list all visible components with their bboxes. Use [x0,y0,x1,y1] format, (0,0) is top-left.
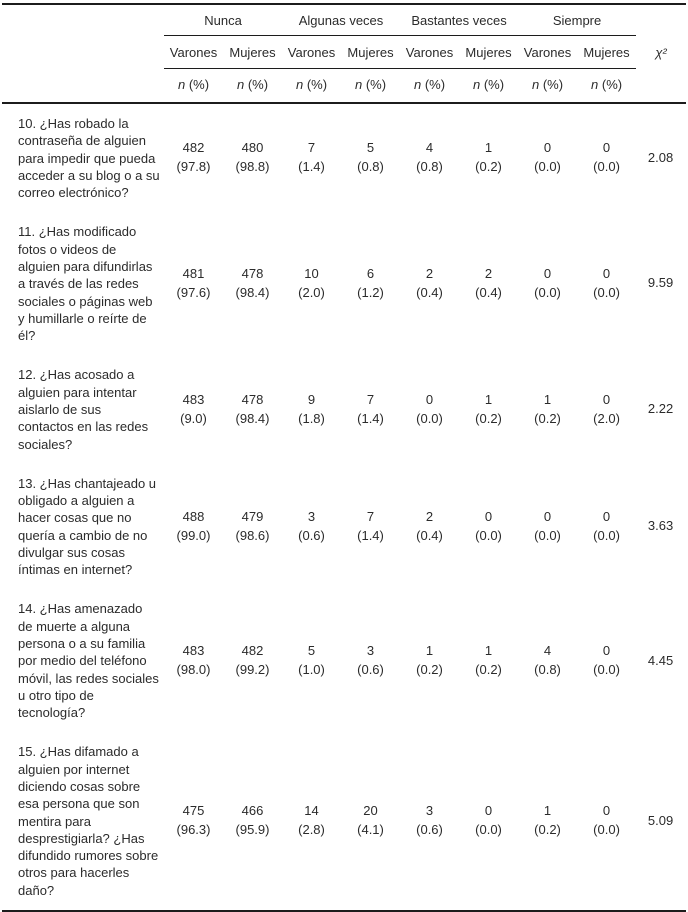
cell-count: 4 [543,643,552,659]
cell-count: 3 [366,643,375,659]
cell-percent: (1.4) [357,527,384,543]
cell-count: 7 [366,508,375,524]
data-cell [164,355,223,463]
data-cell [282,589,341,732]
cell-count: 1 [484,391,493,407]
percent-label: (%) [306,77,328,92]
cell-count: 0 [543,508,552,524]
cell-count: 482 [241,643,264,659]
cell-percent: (0.0) [593,284,620,300]
group-header-algunas-veces: Algunas veces [282,4,400,36]
cell-percent: (0.2) [534,410,561,426]
data-cell [400,355,459,463]
cell-percent: (2.0) [298,284,325,300]
cell-percent: (0.4) [416,527,443,543]
n-percent-header [577,69,636,104]
data-cell [577,103,636,212]
cell-count: 0 [484,508,493,524]
table-row-q15 [2,732,686,911]
cell-percent: (98.6) [235,527,270,543]
percent-label: (%) [247,77,269,92]
cell-count: 479 [241,508,264,524]
data-cell [223,732,282,911]
cell-count: 0 [602,803,611,819]
chi-value-cell: 5.09 [647,812,674,828]
n-label: n [472,77,481,92]
data-cell [164,103,223,212]
group-header-bastantes-veces: Bastantes veces [400,4,518,36]
data-cell [341,589,400,732]
cell-count: 9 [307,391,316,407]
data-cell [459,355,518,463]
data-cell [518,355,577,463]
data-cell [164,732,223,911]
data-cell [341,355,400,463]
cell-percent: (9.0) [180,410,207,426]
cell-count: 2 [425,266,434,282]
cell-count: 0 [543,266,552,282]
cell-count: 475 [182,803,205,819]
question-column-header [2,4,164,36]
cell-percent: (0.2) [475,410,502,426]
data-cell [400,212,459,355]
data-cell [577,589,636,732]
sub-header-varones: Varones [282,36,341,69]
cell-percent: (0.0) [593,527,620,543]
chi-value-cell: 9.59 [647,275,674,291]
cell-count: 466 [241,803,264,819]
sub-header-mujeres: Mujeres [341,36,400,69]
cell-count: 1 [484,140,493,156]
group-header-siempre: Siempre [518,4,636,36]
question-cell: 10. ¿Has robado la contraseña de alguien para impedir que pueda acceder a su blog o a su correo electrónico? [18,116,160,201]
cell-count: 5 [366,140,375,156]
data-cell [518,589,577,732]
data-cell [223,589,282,732]
cell-percent: (1.2) [357,284,384,300]
question-cell: 13. ¿Has chantajeado u obligado a alguien a hacer cosas que no quería a cambio de no divulgar sus cosas íntimas en internet? [18,475,157,578]
sub-header-mujeres: Mujeres [577,36,636,69]
cell-count: 0 [602,391,611,407]
data-cell [459,212,518,355]
data-cell [577,464,636,590]
frequency-table [2,3,686,912]
cell-percent: (99.2) [235,661,270,677]
percent-label: (%) [188,77,210,92]
cell-count: 7 [366,391,375,407]
n-label: n [354,77,363,92]
cell-count: 2 [484,266,493,282]
cell-count: 0 [602,266,611,282]
cell-count: 482 [182,140,205,156]
question-cell: 12. ¿Has acosado a alguien para intentar aislarlo de sus contactos en las redes sociales? [18,367,149,452]
n-percent-header [223,69,282,104]
percent-label: (%) [424,77,446,92]
cell-percent: (0.2) [475,661,502,677]
cell-count: 0 [602,508,611,524]
cell-count: 2 [425,508,434,524]
data-cell [459,732,518,911]
data-cell [518,212,577,355]
n-percent-header-row [2,69,686,104]
n-percent-header [518,69,577,104]
cell-percent: (0.0) [534,284,561,300]
cell-percent: (99.0) [176,527,211,543]
cell-percent: (98.4) [235,284,270,300]
sub-header-varones: Varones [164,36,223,69]
data-cell [400,464,459,590]
cell-count: 480 [241,140,264,156]
table-row-q12 [2,355,686,463]
data-cell [282,355,341,463]
table-row-q14 [2,589,686,732]
percent-label: (%) [365,77,387,92]
cell-count: 1 [425,643,434,659]
cell-percent: (0.4) [416,284,443,300]
data-cell [577,212,636,355]
n-percent-header [459,69,518,104]
cell-count: 488 [182,508,205,524]
percent-label: (%) [601,77,623,92]
cell-percent: (0.0) [416,410,443,426]
cell-percent: (2.0) [593,410,620,426]
n-label: n [236,77,245,92]
cell-percent: (0.8) [534,661,561,677]
chi-value-cell: 4.45 [647,652,674,668]
cell-percent: (1.4) [298,159,325,175]
cell-percent: (1.0) [298,661,325,677]
cell-percent: (0.2) [534,822,561,838]
data-cell [282,103,341,212]
sub-header-mujeres: Mujeres [223,36,282,69]
n-percent-header [341,69,400,104]
data-cell [164,589,223,732]
cell-count: 0 [543,140,552,156]
cell-percent: (0.2) [416,661,443,677]
data-cell [459,103,518,212]
data-cell [341,212,400,355]
n-percent-header [164,69,223,104]
n-percent-header [400,69,459,104]
cell-count: 1 [543,391,552,407]
n-label: n [531,77,540,92]
cell-percent: (0.8) [357,159,384,175]
cell-percent: (96.3) [176,822,211,838]
cell-count: 14 [304,803,319,819]
question-cell: 14. ¿Has amenazado de muerte a alguna persona o a su familia por medio del teléfono móvil, las redes sociales u otro tipo de tecnología? [18,601,159,721]
data-cell [282,732,341,911]
cell-count: 10 [304,266,319,282]
n-percent-end-spacer [636,69,686,104]
data-cell [282,464,341,590]
data-cell [341,103,400,212]
cell-percent: (0.4) [475,284,502,300]
cell-count: 7 [307,140,316,156]
cell-percent: (98.8) [235,159,270,175]
n-percent-spacer [2,69,164,104]
cell-percent: (0.0) [593,822,620,838]
data-cell [577,355,636,463]
data-cell [223,212,282,355]
cell-percent: (0.0) [593,159,620,175]
cell-percent: (0.6) [357,661,384,677]
sub-header-varones: Varones [400,36,459,69]
question-cell: 11. ¿Has modificado fotos o videos de alguien para difundirlas a través de las redes sociales o páginas web y humillarle o reírte de él? [18,224,153,344]
data-cell [282,212,341,355]
cell-count: 478 [241,266,264,282]
cell-count: 6 [366,266,375,282]
cell-count: 1 [484,643,493,659]
cell-percent: (97.8) [176,159,211,175]
table-row-q11 [2,212,686,355]
paper-page [2,3,686,912]
data-cell [459,464,518,590]
sub-header-varones: Varones [518,36,577,69]
sub-header-mujeres: Mujeres [459,36,518,69]
cell-percent: (2.8) [298,822,325,838]
data-cell [341,732,400,911]
table-body [2,103,686,911]
cell-count: 0 [602,643,611,659]
data-cell [400,589,459,732]
chi-value-cell: 2.22 [647,401,674,417]
n-label: n [295,77,304,92]
n-percent-header [282,69,341,104]
cell-percent: (97.6) [176,284,211,300]
data-cell [518,103,577,212]
cell-percent: (98.4) [235,410,270,426]
data-cell [223,355,282,463]
sub-header-row [2,36,686,69]
cell-percent: (0.0) [475,527,502,543]
group-header-nunca: Nunca [164,4,282,36]
data-cell [164,464,223,590]
cell-percent: (0.0) [593,661,620,677]
cell-percent: (4.1) [357,822,384,838]
cell-count: 1 [543,803,552,819]
data-cell [223,464,282,590]
question-cell: 15. ¿Has difamado a alguien por internet diciendo cosas sobre esa persona que son mentira para desprestigiarla? ¿Has difundido rumores sobre otros para hacerles daño? [18,744,159,898]
data-cell [577,732,636,911]
cell-percent: (0.6) [298,527,325,543]
percent-label: (%) [542,77,564,92]
chi-column-spacer [636,4,686,36]
cell-percent: (0.0) [534,159,561,175]
n-label: n [413,77,422,92]
table-header [2,4,686,103]
data-cell [400,732,459,911]
n-label: n [177,77,186,92]
cell-percent: (0.0) [534,527,561,543]
cell-count: 478 [241,391,264,407]
cell-count: 5 [307,643,316,659]
n-label: n [591,77,599,92]
cell-percent: (98.0) [176,661,211,677]
cell-percent: (0.2) [475,159,502,175]
data-cell [518,464,577,590]
cell-percent: (0.8) [416,159,443,175]
cell-count: 0 [425,391,434,407]
cell-percent: (0.0) [475,822,502,838]
cell-count: 3 [425,803,434,819]
group-header-row [2,4,686,36]
table-row-q13 [2,464,686,590]
data-cell [518,732,577,911]
cell-percent: (1.8) [298,410,325,426]
cell-count: 0 [602,140,611,156]
data-cell [400,103,459,212]
data-cell [223,103,282,212]
cell-percent: (95.9) [235,822,270,838]
table-row-q10 [2,103,686,212]
cell-count: 20 [363,803,378,819]
data-cell [164,212,223,355]
cell-count: 4 [425,140,434,156]
cell-count: 483 [182,643,205,659]
percent-label: (%) [483,77,505,92]
chi-value-cell: 2.08 [647,149,674,165]
sub-header-spacer [2,36,164,69]
data-cell [459,589,518,732]
cell-percent: (1.4) [357,410,384,426]
cell-count: 3 [307,508,316,524]
chi-value-cell: 3.63 [647,518,674,534]
cell-count: 481 [182,266,205,282]
cell-percent: (0.6) [416,822,443,838]
data-cell [341,464,400,590]
cell-count: 483 [182,391,205,407]
cell-count: 0 [484,803,493,819]
chi-squared-header: χ² [655,45,667,60]
